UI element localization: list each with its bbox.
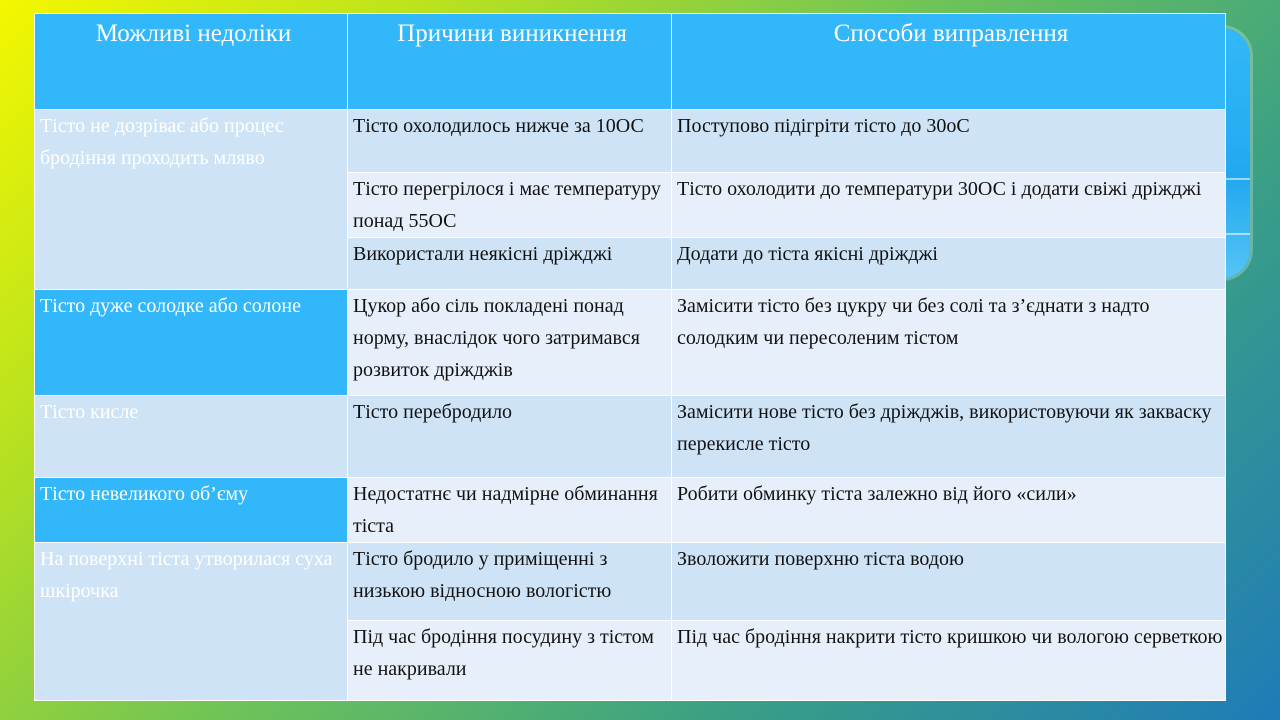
cause-cell: Тісто перебродило: [348, 396, 672, 478]
fix-cell: Під час бродіння накрити тісто кришкою чи вологою серветкою: [672, 621, 1226, 701]
defect-cell: Тісто кисле: [35, 396, 348, 478]
cause-cell: Під час бродіння посудину з тістом не накривали: [348, 621, 672, 701]
table-row: [35, 543, 1226, 621]
cause-cell: Цукор або сіль покладені понад норму, внаслідок чого затримався розвиток дріжджів: [348, 290, 672, 396]
table-row: [35, 110, 1226, 173]
fix-cell: Замісити нове тісто без дріжджів, використовуючи як закваску перекисле тісто: [672, 396, 1226, 478]
cause-cell: Недостатнє чи надмірне обминання тіста: [348, 478, 672, 543]
table-row: [35, 290, 1226, 396]
table-row: [35, 396, 1226, 478]
defect-cell: На поверхні тіста утворилася суха шкірочка: [35, 543, 348, 701]
header-causes: Причини виникнення: [348, 14, 672, 110]
fix-cell: Поступово підігріти тісто до 30оС: [672, 110, 1226, 173]
defect-cell: Тісто невеликого об’єму: [35, 478, 348, 543]
fix-cell: Замісити тісто без цукру чи без солі та з’єднати з надто солодким чи пересоленим тістом: [672, 290, 1226, 396]
fix-cell: Тісто охолодити до температури 30ОС і додати свіжі дріжджі: [672, 173, 1226, 238]
header-row: [35, 14, 1226, 110]
defect-cell: Тісто дуже солодке або солоне: [35, 290, 348, 396]
dough-defects-table: [34, 13, 1226, 701]
defect-cell: Тісто не дозріває або процес бродіння проходить мляво: [35, 110, 348, 290]
cause-cell: Використали неякісні дріжджі: [348, 238, 672, 290]
cause-cell: Тісто перегрілося і має температуру понад 55ОС: [348, 173, 672, 238]
fix-cell: Зволожити поверхню тіста водою: [672, 543, 1226, 621]
cause-cell: Тісто охолодилось нижче за 10ОС: [348, 110, 672, 173]
fix-cell: Додати до тіста якісні дріжджі: [672, 238, 1226, 290]
header-fixes: Способи виправлення: [672, 14, 1226, 110]
header-defects: Можливі недоліки: [35, 14, 348, 110]
fix-cell: Робити обминку тіста залежно від його «сили»: [672, 478, 1226, 543]
table-row: [35, 478, 1226, 543]
cause-cell: Тісто бродило у приміщенні з низькою відносною вологістю: [348, 543, 672, 621]
